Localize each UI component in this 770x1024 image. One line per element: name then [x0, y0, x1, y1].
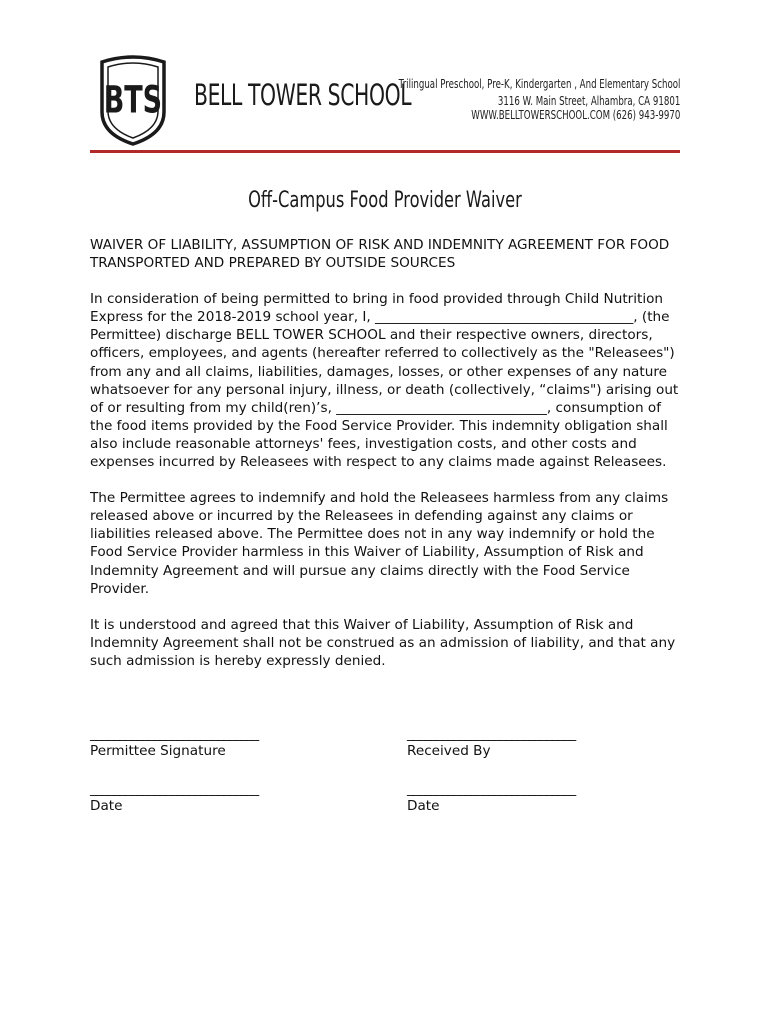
date-left-label: Date — [90, 798, 123, 814]
received-by-label: Received By — [407, 743, 491, 759]
paragraph-consideration: In consideration of being permitted to bring in food provided through Child Nutrition Express for the 2018-2019 school year, I, ______________________________________, (the Permittee) discharge BELL TOWER SCHOOL and their respective owners, directors, officers, employees, and agents (hereafter referred to collectively as the "Releasees") from any and all claims, liabilities, damages, losses, or other expenses of any nature whatsoever for any personal injury, illness, or death (collectively, “claims") arising out of or resulting from my child(ren)’s, _______________________________, consumption of the food items provided by the Food Service Provider. This indemnity obligation shall also include reasonable attorneys' fees, investigation costs, and other costs and expenses incurred by Releasees with respect to any claims made against Releasees. — [90, 291, 679, 471]
permittee-signature-label: Permittee Signature — [90, 743, 226, 759]
permittee-signature-block — [90, 726, 258, 760]
signature-line[interactable]: _____________________________ — [90, 726, 259, 742]
header-divider — [90, 150, 680, 153]
date-left-block — [90, 781, 258, 815]
school-contact: WWW.BELLTOWERSCHOOL.COM (626) 943-9970 — [470, 108, 680, 122]
document-body — [90, 236, 680, 688]
date-line[interactable]: _____________________________ — [407, 781, 576, 797]
school-name: BELL TOWER SCHOOL — [194, 78, 412, 112]
signature-line[interactable]: _____________________________ — [407, 726, 576, 742]
waiver-heading: WAIVER OF LIABILITY, ASSUMPTION OF RISK AND INDEMNITY AGREEMENT FOR FOOD TRANSPORTED AND PREPARED BY OUTSIDE SOURCES — [90, 237, 670, 272]
date-right-label: Date — [407, 798, 440, 814]
logo-text: BTS — [103, 78, 163, 122]
bts-logo — [96, 54, 170, 146]
school-description: Trilingual Preschool, Pre-K, Kindergarten , And Elementary School — [398, 77, 680, 91]
paragraph-no-admission: It is understood and agreed that this Waiver of Liability, Assumption of Risk and Indemnity Agreement shall not be construed as an admission of liability, and that any such admission is hereby expressly denied. — [90, 616, 676, 669]
paragraph-indemnify: The Permittee agrees to indemnify and hold the Releasees harmless from any claims released above or incurred by the Releasees in defending against any claims or liabilities released above. The Permittee does not in any way indemnify or hold the Food Service Provider harmless in this Waiver of Liability, Assumption of Risk and Indemnity Agreement and will pursue any claims directly with the Food Service Provider. — [90, 490, 669, 597]
document-title: Off-Campus Food Provider Waiver — [248, 188, 522, 213]
date-line[interactable]: _____________________________ — [90, 781, 259, 797]
date-right-block — [407, 781, 575, 815]
received-by-block — [407, 726, 575, 760]
school-address: 3116 W. Main Street, Alhambra, CA 91801 — [497, 94, 680, 108]
